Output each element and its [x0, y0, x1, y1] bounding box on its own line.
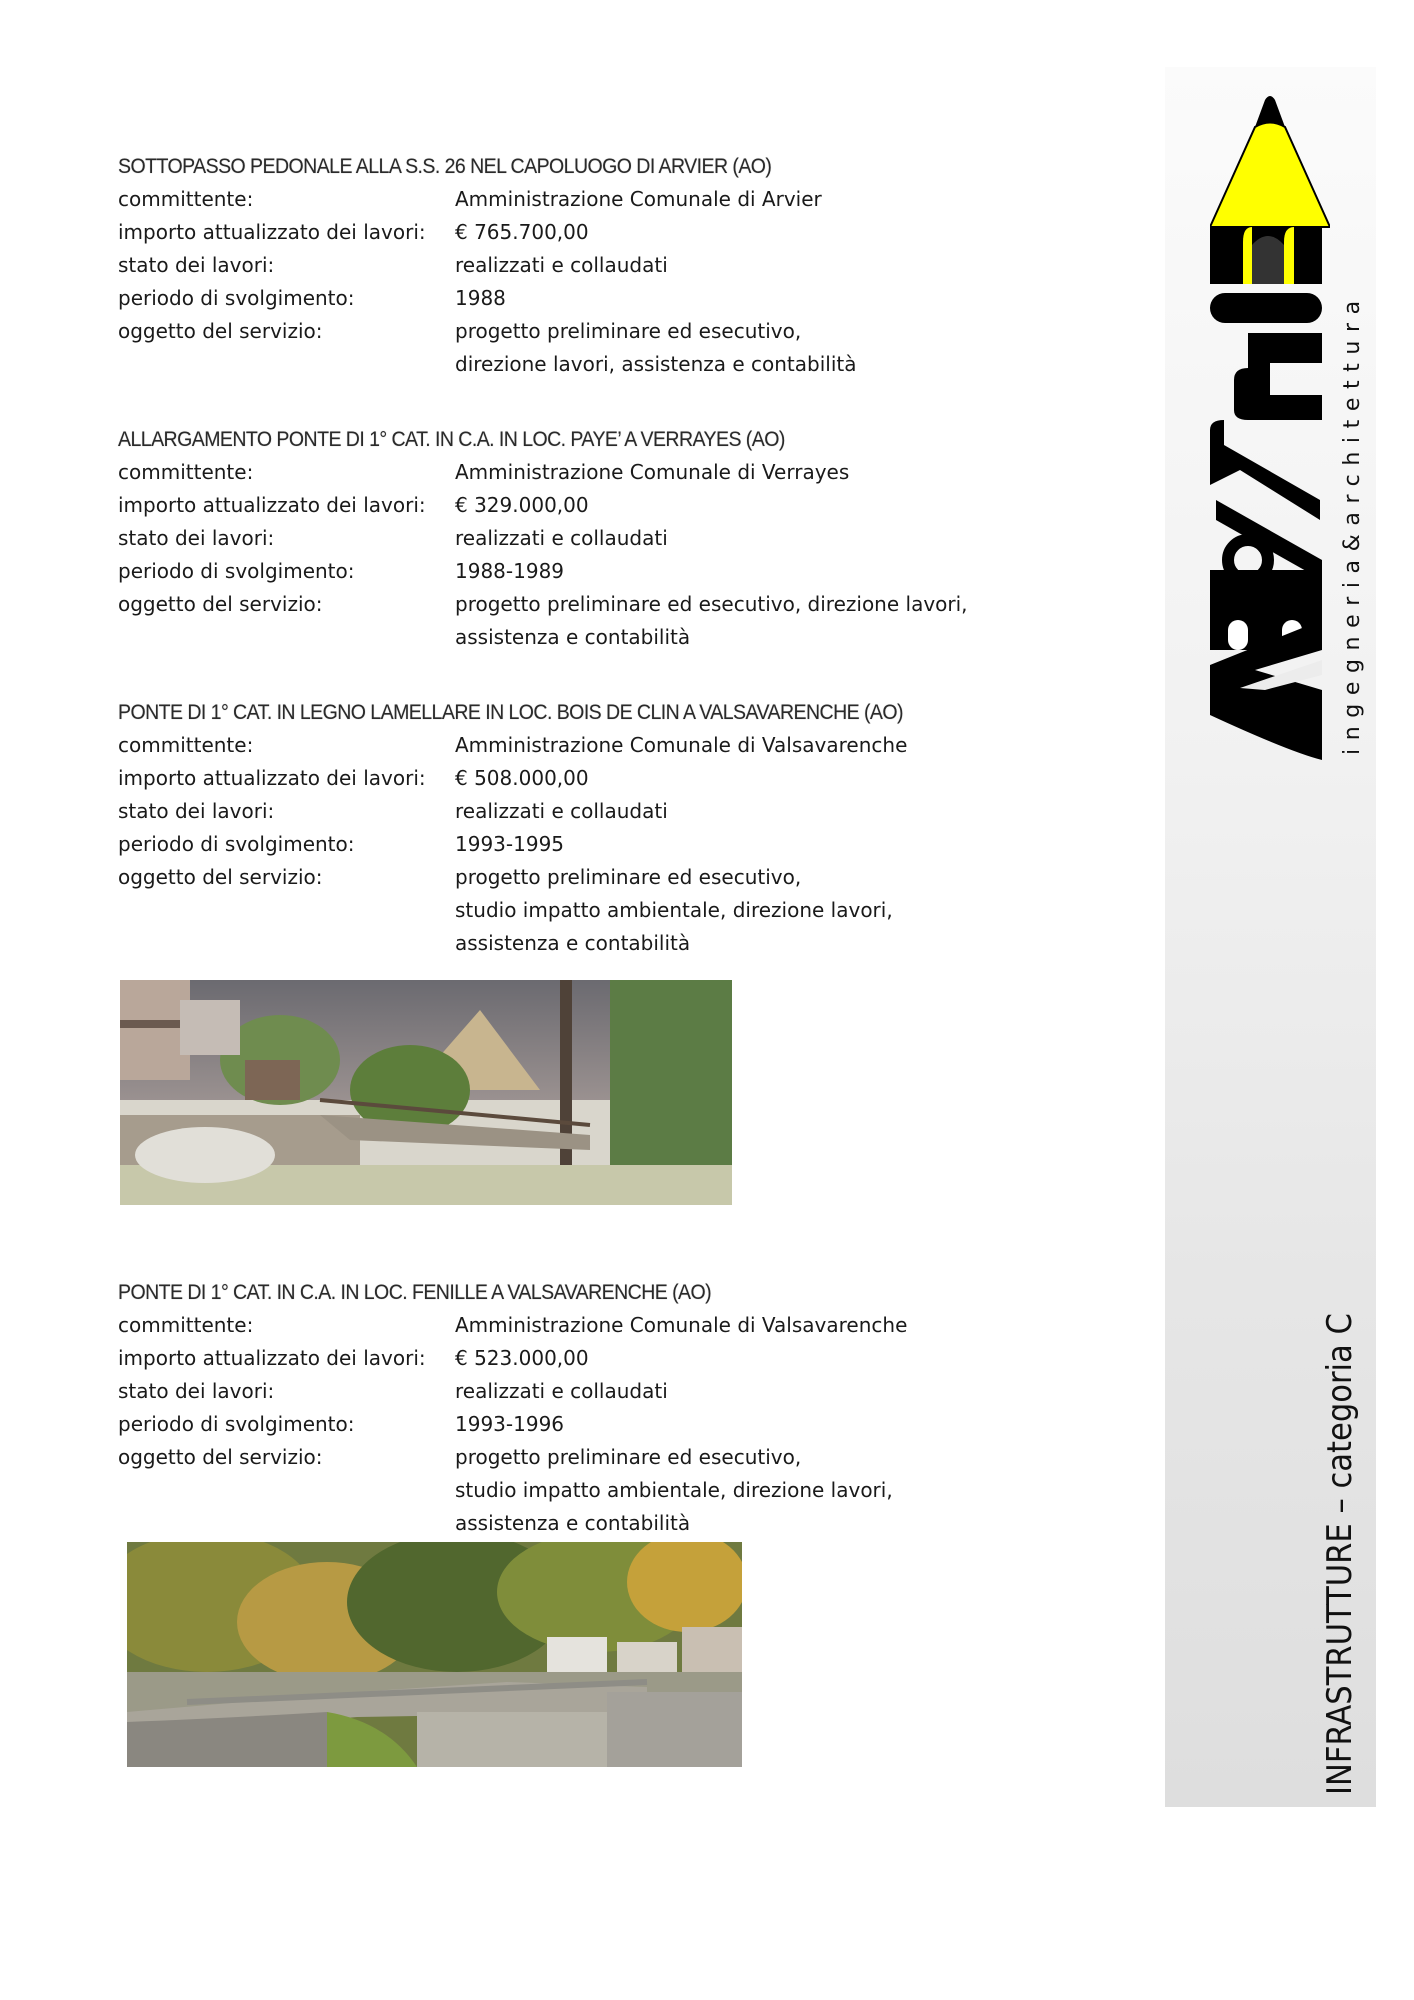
field-label: oggetto del servizio:	[118, 319, 323, 343]
field-label: oggetto del servizio:	[118, 592, 323, 616]
field-periodo	[118, 828, 962, 861]
field-importo	[118, 762, 962, 795]
field-value: Amministrazione Comunale di Valsavarenche	[455, 733, 908, 757]
category-label: INFRASTRUTTURE – categoria C	[1320, 1313, 1360, 1795]
field-stato	[118, 795, 962, 828]
field-stato	[118, 522, 968, 555]
field-periodo	[118, 282, 856, 315]
concrete-bridge-photo	[127, 1542, 742, 1767]
field-value: 1993-1996	[455, 1412, 565, 1436]
logo-subtitle: ingegneria&architettura	[1340, 292, 1365, 755]
project-entry	[118, 150, 856, 381]
field-value-continued: studio impatto ambientale, direzione lavori,	[455, 1478, 893, 1502]
field-label: oggetto del servizio:	[118, 865, 323, 889]
field-label: periodo di svolgimento:	[118, 1412, 355, 1436]
field-value-continued: assistenza e contabilità	[455, 931, 691, 955]
project-title: PONTE DI 1° CAT. IN LEGNO LAMELLARE IN LOC. BOIS DE CLIN A VALSAVARENCHE (AO)	[118, 701, 903, 724]
field-oggetto	[118, 315, 856, 348]
field-stato	[118, 249, 856, 282]
project-entry	[118, 696, 962, 960]
field-value-continued: assistenza e contabilità	[455, 625, 691, 649]
field-value-continued: assistenza e contabilità	[455, 1511, 691, 1535]
wooden-bridge-photo	[120, 980, 732, 1205]
field-stato	[118, 1375, 907, 1408]
project-entry	[118, 423, 968, 654]
field-label: importo attualizzato dei lavori:	[118, 493, 426, 517]
field-label: stato dei lavori:	[118, 253, 275, 277]
field-value-continued: studio impatto ambientale, direzione lavori,	[455, 898, 893, 922]
field-oggetto	[118, 861, 962, 894]
field-periodo	[118, 555, 968, 588]
field-committente	[118, 456, 968, 489]
field-importo	[118, 216, 856, 249]
logo-letter-e	[1210, 293, 1322, 323]
field-oggetto	[118, 588, 968, 621]
field-label: oggetto del servizio:	[118, 1445, 323, 1469]
field-importo	[118, 489, 968, 522]
field-committente	[118, 729, 962, 762]
field-label: stato dei lavori:	[118, 526, 275, 550]
field-value: realizzati e collaudati	[455, 253, 668, 277]
field-oggetto	[118, 1441, 907, 1474]
field-committente	[118, 183, 856, 216]
project-entry	[118, 1276, 907, 1540]
logo-letter-h	[1234, 333, 1322, 420]
field-value: € 523.000,00	[455, 1346, 589, 1370]
logo-letter-r	[1210, 420, 1320, 520]
photo-illustration	[127, 1542, 742, 1767]
field-label: committente:	[118, 187, 254, 211]
field-label: committente:	[118, 1313, 254, 1337]
field-value: progetto preliminare ed esecutivo,	[455, 319, 802, 343]
pencil-logo-icon	[1210, 90, 1330, 760]
field-value: € 329.000,00	[455, 493, 589, 517]
field-label: stato dei lavori:	[118, 1379, 275, 1403]
project-title: SOTTOPASSO PEDONALE ALLA S.S. 26 NEL CAPOLUOGO DI ARVIER (AO)	[118, 155, 772, 178]
field-value: Amministrazione Comunale di Valsavarenche	[455, 1313, 908, 1337]
field-importo	[118, 1342, 907, 1375]
field-value: progetto preliminare ed esecutivo,	[455, 1445, 802, 1469]
field-value: 1993-1995	[455, 832, 565, 856]
field-label: periodo di svolgimento:	[118, 286, 355, 310]
project-title: ALLARGAMENTO PONTE DI 1° CAT. IN C.A. IN LOC. PAYE’ A VERRAYES (AO)	[118, 428, 785, 451]
field-label: importo attualizzato dei lavori:	[118, 220, 426, 244]
photo-illustration	[120, 980, 732, 1205]
field-value: € 765.700,00	[455, 220, 589, 244]
field-value: € 508.000,00	[455, 766, 589, 790]
field-label: stato dei lavori:	[118, 799, 275, 823]
field-value: 1988	[455, 286, 506, 310]
field-value: progetto preliminare ed esecutivo, direzione lavori,	[455, 592, 968, 616]
field-committente	[118, 1309, 907, 1342]
field-value: realizzati e collaudati	[455, 526, 668, 550]
field-label: importo attualizzato dei lavori:	[118, 766, 426, 790]
field-label: committente:	[118, 460, 254, 484]
field-label: periodo di svolgimento:	[118, 832, 355, 856]
field-value: progetto preliminare ed esecutivo,	[455, 865, 802, 889]
field-value: 1988-1989	[455, 559, 565, 583]
field-label: committente:	[118, 733, 254, 757]
field-value-continued: direzione lavori, assistenza e contabilità	[455, 352, 857, 376]
field-value: realizzati e collaudati	[455, 799, 668, 823]
field-label: periodo di svolgimento:	[118, 559, 355, 583]
field-periodo	[118, 1408, 907, 1441]
project-title: PONTE DI 1° CAT. IN C.A. IN LOC. FENILLE A VALSAVARENCHE (AO)	[118, 1281, 712, 1304]
field-value: Amministrazione Comunale di Verrayes	[455, 460, 850, 484]
field-label: importo attualizzato dei lavori:	[118, 1346, 426, 1370]
field-value: Amministrazione Comunale di Arvier	[455, 187, 822, 211]
pencil-wood	[1210, 123, 1330, 228]
field-value: realizzati e collaudati	[455, 1379, 668, 1403]
